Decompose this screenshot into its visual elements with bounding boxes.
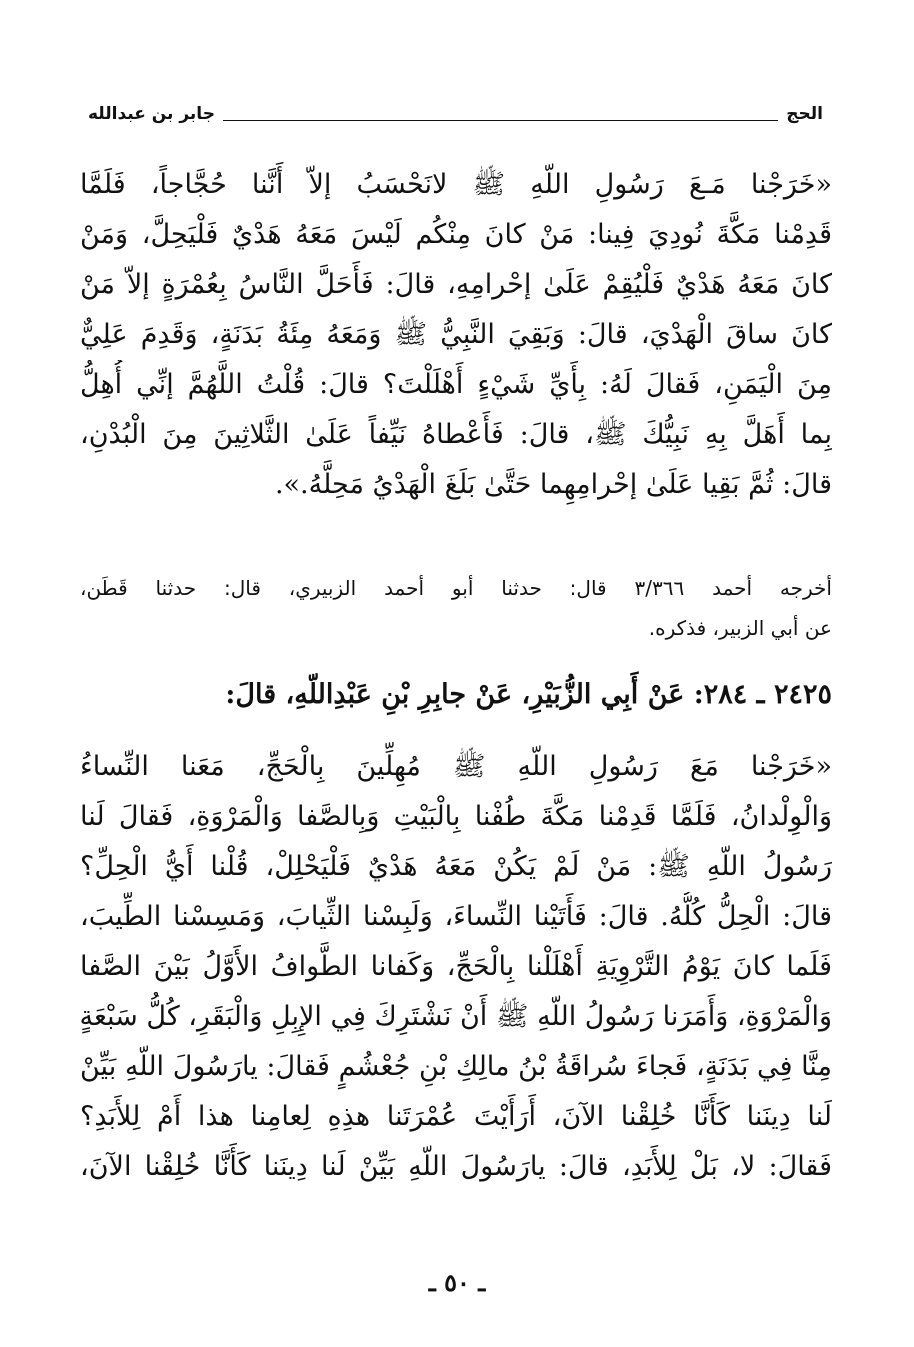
hadith-2-line: لَنا دِينَنا كَأَنَّا خُلِقْنا الآنَ، أَرَأَيْتَ عُمْرَتَنا هذِهِ لِعامِنا هذا أَمْ لِلأَبَدِ؟ xyxy=(80,1101,832,1132)
hadith-2-line: وَالْمَرْوَةِ، وَأَمَرَنا رَسُولُ اللّهِ ﷺ أَنْ نَشْتَرِكَ فِي الإِبِلِ وَالْبَقَرِ، كُلُّ سَبْعَةٍ xyxy=(80,1001,832,1032)
hadith-1-line: كانَ مَعَهُ هَدْيٌ فَلْيُقِمْ عَلَىٰ إحْرامِهِ، قالَ: فَأَحَلَّ النَّاسُ بِعُمْرَةٍ إلاّ مَنْ xyxy=(80,269,832,300)
hadith-1-line: قَدِمْنا مَكَّةَ نُودِيَ فِينا: مَنْ كانَ مِنْكُم لَيْسَ مَعَهُ هَدْيٌ فَلْيَحِلَّ، وَمَنْ xyxy=(80,219,832,250)
header-narrator-title: جابر بن عبدالله xyxy=(88,104,215,124)
hadith-1-line: قالَ: ثُمَّ بَقِيا عَلَىٰ إحْرامِهِما حَتَّىٰ بَلَغَ الْهَدْيُ مَحِلَّهُ.». xyxy=(274,469,832,500)
hadith-2-line: فَقالَ: لا، بَلْ لِلأَبَدِ، قالَ: يارَسُولَ اللّهِ بَيِّنْ لَنا دِينَنا كَأَنَّا خُلِقْنا الآنَ، xyxy=(80,1151,832,1182)
running-header xyxy=(88,96,823,132)
hadith-1-line: مِنَ الْيَمَنِ، فَقالَ لَهُ: بِأَيِّ شَيْءٍ أَهْلَلْتَ؟ قالَ: قُلْتُ اللَّهُمَّ إنِّي أُهِلُّ xyxy=(80,369,832,400)
hadith-1-line: بِما أَهَلَّ بِهِ نَبِيُّكَ ﷺ، قالَ: فَأَعْطاهُ نَيِّفاً عَلَىٰ الثَّلاثِينَ مِنَ الْبُدْنِ، xyxy=(80,419,832,450)
page-number: ـ ٥٠ ـ xyxy=(428,1268,486,1297)
hadith-1-line: «خَرَجْنا مَـعَ رَسُولِ اللّهِ ﷺ لانَحْسَبُ إلاّ أَنَّنا حُجَّاجاً، فَلَمَّا xyxy=(80,169,832,200)
takhrij-line: أخرجه أحمد ٣/٣٦٦ قال: حدثنا أبو أحمد الزبيري، قال: حدثنا قَطَن، xyxy=(80,576,832,600)
takhrij-line: عن أبي الزبير، فذكره. xyxy=(648,616,832,640)
hadith-1-line: كانَ ساقَ الْهَدْيَ، قالَ: وَبَقِيَ النَّبِيُّ ﷺ وَمَعَهُ مِئَةُ بَدَنَةٍ، وَقَدِمَ عَلِيٌّ xyxy=(80,319,832,350)
hadith-2-line: رَسُولُ اللّهِ ﷺ: مَنْ لَمْ يَكُنْ مَعَهُ هَدْيٌ فَلْيَحْلِلْ، قُلْنا أَيُّ الْحِلِّ؟ xyxy=(80,851,832,882)
hadith-2-line: وَالْوِلْدانُ، فَلَمَّا قَدِمْنا مَكَّةَ طُفْنا بِالْبَيْتِ وَبِالصَّفا وَالْمَرْوَةِ، فَقالَ لَنا xyxy=(80,801,832,832)
hadith-2-line: مِنَّا فِي بَدَنَةٍ، فَجاءَ سُراقَةُ بْنُ مالِكِ بْنِ جُعْشُمٍ فَقالَ: يارَسُولَ اللّهِ بَيِّنْ xyxy=(80,1051,832,1082)
hadith-2-line: «خَرَجْنا مَعَ رَسُولِ اللّهِ ﷺ مُهِلِّينَ بِالْحَجِّ، مَعَنا النِّساءُ xyxy=(80,751,832,782)
header-rule xyxy=(223,120,778,121)
hadith-2-heading: ٢٤٢٥ ـ ٢٨٤: عَنْ أَبِي الزُّبَيْرِ، عَنْ جابِرِ بْنِ عَبْدِاللّهِ، قالَ: xyxy=(225,679,832,710)
hadith-2-text xyxy=(80,742,832,1192)
header-chapter-title: الحج xyxy=(786,104,823,124)
hadith-2-line: فَلَما كانَ يَوْمُ التَّرْوِيَةِ أَهْلَلْنا بِالْحَجِّ، وَكَفانا الطَّوافُ الأَوَّلُ بَيْنَ الصَّفا xyxy=(80,951,832,982)
hadith-1-text xyxy=(80,160,832,510)
takhrij-note xyxy=(80,568,832,648)
hadith-2-line: قالَ: الْحِلُّ كُلُّهُ. قالَ: فَأَتَيْنا النِّساءَ، وَلَبِسْنا الثِّيابَ، وَمَسِسْنا الطِّيبَ، xyxy=(80,901,832,932)
